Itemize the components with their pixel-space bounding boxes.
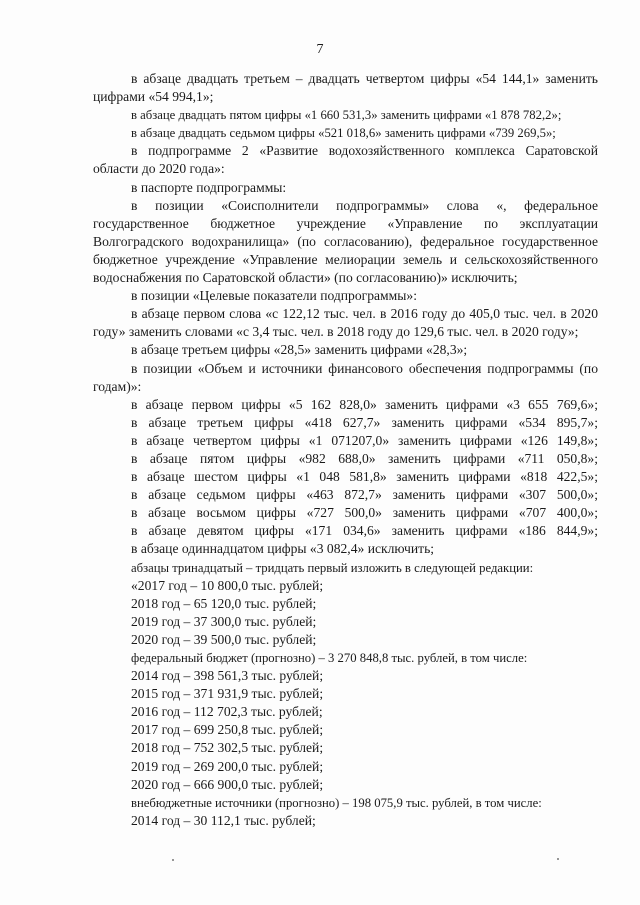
paragraph: в абзаце девятом цифры «171 034,6» заменить цифрами «186 844,9»; [131,523,598,539]
paragraph: в абзаце двадцать третьем – двадцать четвертом цифры «54 144,1» заменить цифрами «54 994,1»; [93,71,598,105]
paragraph: в позиции «Соисполнители подпрограммы» слова «, федеральное государственное бюджетное учреждение «Управление по эксплуатации Волгоградского водохранилища» (по согласованию), федеральное государственное бюджетное учреждение «Управление мелиорации земель и сельскохозяйственного водоснабжения по Саратовской области» (по согласованию)» исключить; [93,197,598,286]
page-number: 7 [316,42,324,57]
paragraph: в абзаце первом цифры «5 162 828,0» заменить цифрами «3 655 769,6»; [131,396,598,412]
paragraph: 2014 год – 30 112,1 тыс. рублей; [131,812,316,828]
paragraph: абзацы тринадцатый – тридцать первый изложить в следующей редакции: [131,560,534,575]
paragraph: 2020 год – 39 500,0 тыс. рублей; [131,631,317,647]
paragraph: в абзаце третьем цифры «28,5» заменить цифрами «28,3»; [131,342,468,358]
paragraph: в паспорте подпрограммы: [131,179,287,195]
paragraph: в абзаце первом слова «с 122,12 тыс. чел. в 2016 году до 405,0 тыс. чел. в 2020 году» заменить словами «с 3,4 тыс. чел. в 2018 году до 129,6 тыс. чел. в 2020 году»; [93,306,598,340]
scan-speck [172,859,174,861]
paragraph: «2017 год – 10 800,0 тыс. рублей; [131,577,324,593]
scan-speck [557,858,559,860]
paragraph: в абзаце одиннадцатом цифры «3 082,4» исключить; [131,541,435,557]
paragraph: в позиции «Объем и источники финансового обеспечения подпрограммы (по годам)»: [93,360,598,394]
paragraph: в позиции «Целевые показатели подпрограммы»: [131,288,417,304]
paragraph: в подпрограмме 2 «Развитие водохозяйственного комплекса Саратовской области до 2020 года»: [93,143,598,177]
paragraph: 2017 год – 699 250,8 тыс. рублей; [131,722,324,738]
paragraph: в абзаце третьем цифры «418 627,7» заменить цифрами «534 895,7»; [131,414,598,430]
paragraph: в абзаце четвертом цифры «1 071207,0» заменить цифрами «126 149,8»; [131,432,598,448]
paragraph: 2018 год – 752 302,5 тыс. рублей; [131,740,324,756]
paragraph: в абзаце восьмом цифры «727 500,0» заменить цифрами «707 400,0»; [131,505,598,521]
paragraph: 2019 год – 37 300,0 тыс. рублей; [131,613,317,629]
paragraph: 2016 год – 112 702,3 тыс. рублей; [131,704,323,720]
paragraph: внебюджетные источники (прогнозно) – 198 075,9 тыс. рублей, в том числе: [131,795,542,810]
paragraph: в абзаце шестом цифры «1 048 581,8» заменить цифрами «818 422,5»; [131,469,598,485]
paragraph: 2019 год – 269 200,0 тыс. рублей; [131,758,324,774]
paragraph: 2015 год – 371 931,9 тыс. рублей; [131,686,324,702]
paragraph: 2014 год – 398 561,3 тыс. рублей; [131,668,324,684]
paragraph: 2020 год – 666 900,0 тыс. рублей; [131,776,324,792]
paragraph: федеральный бюджет (прогнозно) – 3 270 848,8 тыс. рублей, в том числе: [131,651,528,665]
paragraph: в абзаце двадцать пятом цифры «1 660 531,3» заменить цифрами «1 878 782,2»; [131,108,562,123]
paragraph: 2018 год – 65 120,0 тыс. рублей; [131,595,317,611]
paragraph: в абзаце пятом цифры «982 688,0» заменить цифрами «711 050,8»; [131,450,598,466]
document-body [93,70,598,830]
paragraph: в абзаце седьмом цифры «463 872,7» заменить цифрами «307 500,0»; [131,487,598,503]
paragraph: в абзаце двадцать седьмом цифры «521 018,6» заменить цифрами «739 269,5»; [131,126,556,141]
